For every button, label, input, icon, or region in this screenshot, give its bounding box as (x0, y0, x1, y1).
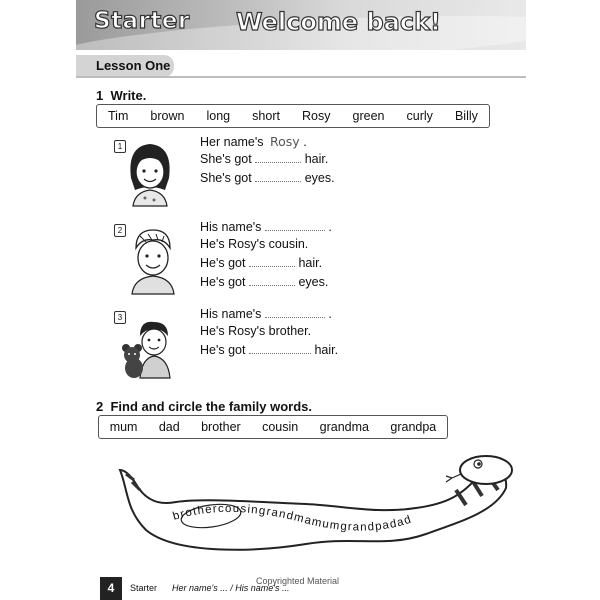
item-3-line-3 (200, 343, 338, 357)
answer-blank[interactable] (249, 343, 311, 354)
girl-illustration (121, 138, 179, 208)
sample-answer: Rosy (270, 134, 300, 149)
word-bank-1-item: green (352, 109, 385, 123)
word-bank-1-item: Rosy (302, 109, 331, 123)
exercise-1-number: 1 (96, 88, 104, 103)
word-bank-1 (96, 104, 490, 128)
word-bank-2-item: dad (158, 420, 180, 434)
exercise-2-heading (96, 399, 312, 414)
exercise-1-heading (96, 88, 146, 103)
unit-label: Starter (94, 8, 190, 34)
item-2-line-4 (200, 275, 328, 289)
sentence-end: eyes. (298, 275, 329, 289)
item-3-line-2 (200, 324, 311, 338)
answer-blank[interactable] (265, 307, 325, 318)
sentence-end: hair. (298, 256, 323, 270)
item-2-line-3 (200, 256, 322, 270)
sentence-end: hair. (304, 152, 329, 166)
copyright-notice: Copyrighted Material (256, 576, 340, 586)
answer-blank[interactable] (255, 171, 301, 182)
sentence-text: She's got (200, 171, 252, 185)
footer-unit-label: Starter (130, 583, 158, 593)
sentence-text: She's got (200, 152, 252, 166)
cousin-illustration (124, 224, 182, 296)
header-rule (76, 76, 526, 78)
footer-language-focus: Her name's ... / His name's ... (172, 583, 290, 593)
sentence-text: He's got (200, 343, 246, 357)
item-1-line-1 (200, 134, 307, 149)
answer-blank[interactable] (249, 275, 295, 286)
snake-head (460, 456, 512, 484)
sentence-text: He's got (200, 256, 246, 270)
word-bank-2-item: grandma (319, 420, 369, 434)
snake-tongue (446, 474, 461, 482)
item-2-line-1 (200, 220, 332, 234)
sentence-text: Her name's (200, 135, 264, 149)
sentence-end: . (303, 135, 307, 149)
page-header (76, 0, 526, 50)
word-bank-1-item: long (206, 109, 231, 123)
item-1-line-2 (200, 152, 328, 166)
word-bank-2-item: cousin (262, 420, 299, 434)
item-1-line-3 (200, 171, 335, 185)
answer-blank[interactable] (265, 220, 325, 231)
sentence-end: eyes. (304, 171, 335, 185)
lesson-tab (76, 55, 174, 77)
item-3-number: 3 (114, 311, 126, 324)
item-2-line-2 (200, 237, 308, 251)
sentence-text: He's Rosy's brother. (200, 324, 312, 338)
sentence-end: hair. (314, 343, 339, 357)
word-bank-2-item: grandpa (390, 420, 437, 434)
sentence-text: He's Rosy's cousin. (200, 237, 309, 251)
worksheet-page (76, 0, 526, 600)
word-bank-2-item: mum (109, 420, 138, 434)
word-bank-1-item: Billy (454, 109, 478, 123)
snake-letters: brothercousingrandmamumgrandpadad (171, 502, 414, 534)
sentence-end: . (328, 220, 332, 234)
word-bank-1-item: brown (150, 109, 185, 123)
item-3-line-1 (200, 307, 332, 321)
sentence-end: . (328, 307, 332, 321)
word-bank-2 (98, 415, 448, 439)
item-2-number: 2 (114, 224, 126, 237)
page-number: 4 (100, 577, 122, 600)
item-1-number: 1 (114, 140, 126, 153)
exercise-2-number: 2 (96, 399, 104, 414)
word-bank-1-item: short (252, 109, 280, 123)
answer-blank[interactable] (255, 152, 301, 163)
brother-illustration (118, 318, 178, 380)
sentence-text: His name's (200, 220, 262, 234)
page-title: Welcome back! (236, 8, 441, 36)
answer-blank[interactable] (249, 256, 295, 267)
sentence-text: He's got (200, 275, 246, 289)
snake-word-puzzle (116, 450, 516, 570)
word-bank-2-item: brother (201, 420, 241, 434)
lesson-title: Lesson One (96, 58, 171, 73)
word-bank-1-item: curly (406, 109, 433, 123)
sentence-text: His name's (200, 307, 262, 321)
exercise-2-instruction: Find and circle the family words. (110, 399, 313, 414)
word-bank-1-item: Tim (108, 109, 129, 123)
exercise-1-instruction: Write. (110, 88, 147, 103)
